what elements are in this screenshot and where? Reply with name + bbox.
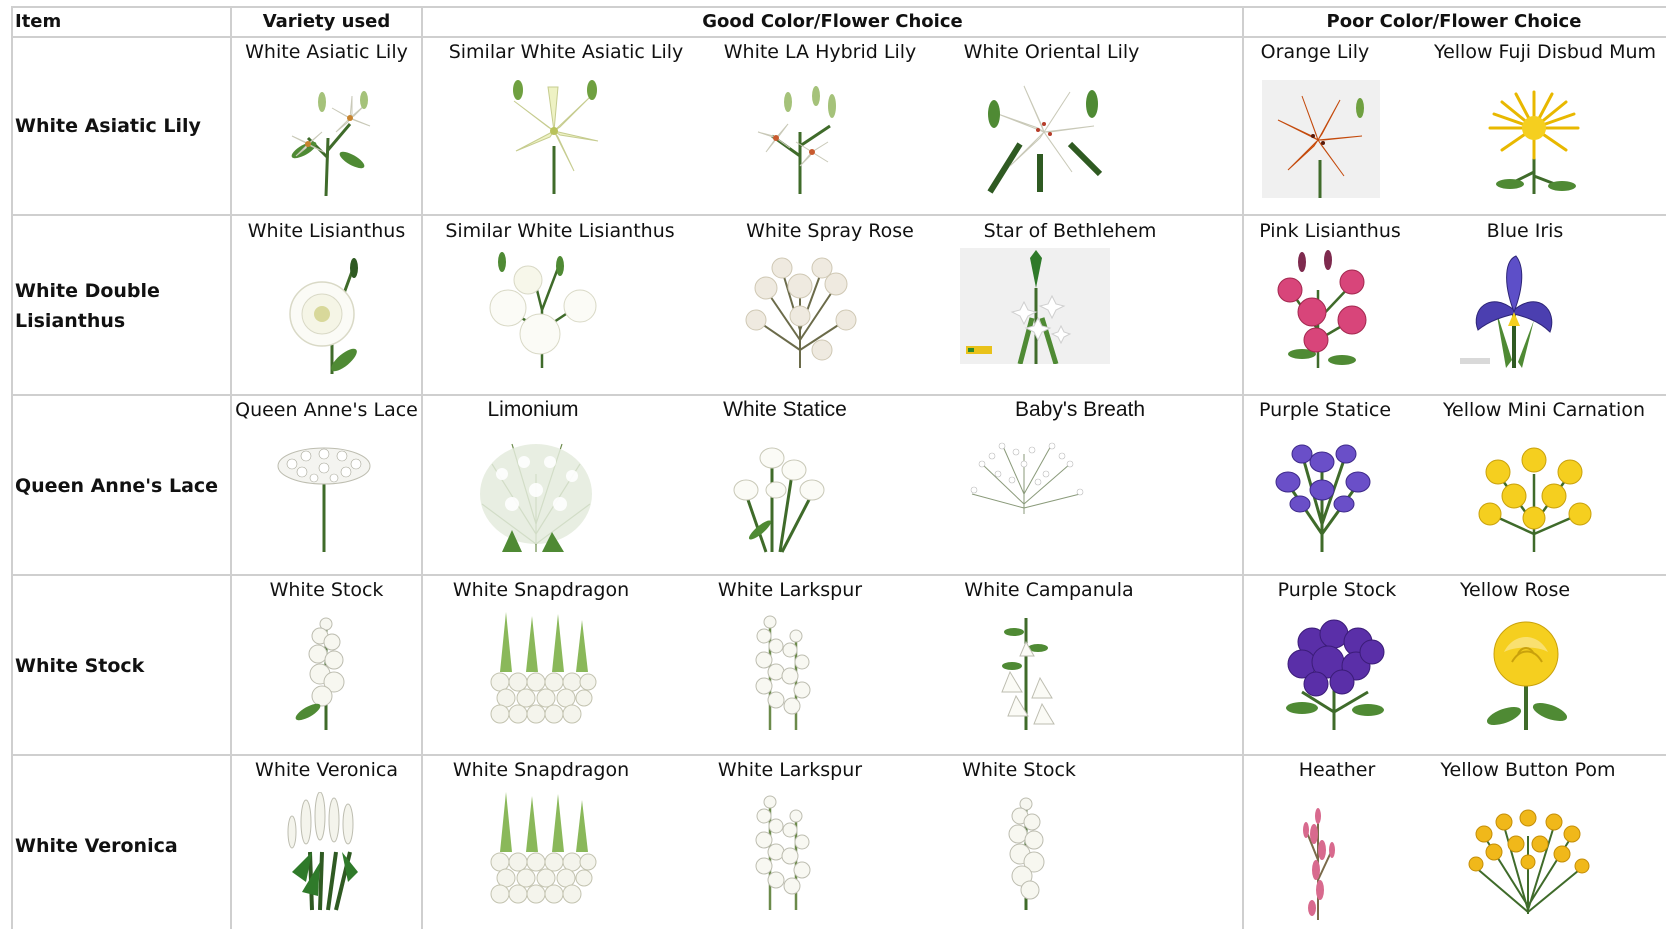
variety-label: Yellow Mini Carnation <box>1442 399 1646 421</box>
variety-label: White Stock <box>962 759 1076 781</box>
yellow-carnation-icon <box>1470 434 1600 554</box>
grid-line <box>11 36 1666 38</box>
variety-label: Blue Iris <box>1486 220 1564 242</box>
babys-breath-icon <box>962 434 1092 554</box>
yellow-rose-icon <box>1464 612 1594 732</box>
header-good-choice: Good Color/Flower Choice <box>702 11 963 32</box>
queen-annes-lace-icon <box>262 434 392 554</box>
variety-label: Orange Lily <box>1260 41 1370 63</box>
white-lisianthus-icon <box>262 256 392 376</box>
white-spray-rose-icon <box>736 250 866 370</box>
white-snapdragon-icon <box>476 612 606 732</box>
variety-label: White Larkspur <box>717 759 863 781</box>
variety-label: Baby's Breath <box>1014 398 1146 421</box>
variety-label: White Snapdragon <box>452 759 630 781</box>
grid-line <box>11 754 1666 756</box>
white-larkspur-icon <box>720 612 850 732</box>
blue-iris-icon <box>1450 250 1580 370</box>
variety-label: Star of Bethlehem <box>983 220 1157 242</box>
grid-line <box>11 214 1666 216</box>
row-item-label: White Stock <box>15 655 145 677</box>
orange-lily-icon <box>1262 80 1380 198</box>
variety-label: White LA Hybrid Lily <box>723 41 917 63</box>
white-campanula-icon <box>962 612 1092 732</box>
row-item-label: White Double Lisianthus <box>15 280 160 332</box>
variety-label: Similar White Asiatic Lily <box>448 41 684 63</box>
row-item-label: White Veronica <box>15 835 178 857</box>
white-veronica-icon <box>262 792 392 912</box>
grid-line <box>11 574 1666 576</box>
grid-line <box>230 6 232 929</box>
purple-stock-icon <box>1272 612 1402 732</box>
variety-label: White Lisianthus <box>247 220 406 242</box>
variety-label: White Spray Rose <box>746 220 914 242</box>
variety-label: Similar White Lisianthus <box>445 220 675 242</box>
heather-icon <box>1262 800 1392 920</box>
grid-line <box>11 394 1666 396</box>
grid-line <box>11 6 13 929</box>
white-stock-icon <box>262 612 392 732</box>
variety-label: White Asiatic Lily <box>245 41 408 63</box>
grid-line <box>421 6 423 929</box>
variety-label: Purple Statice <box>1258 399 1392 421</box>
yellow-fuji-mum-icon <box>1470 76 1600 196</box>
header-variety-used: Variety used <box>262 11 391 32</box>
variety-label: Queen Anne's Lace <box>235 399 418 421</box>
variety-label: White Campanula <box>964 579 1134 601</box>
white-snapdragon-icon <box>476 792 606 912</box>
variety-label: White Snapdragon <box>452 579 630 601</box>
variety-label: Pink Lisianthus <box>1259 220 1401 242</box>
white-oriental-lily-icon <box>980 74 1110 194</box>
grid-line <box>1242 6 1244 929</box>
purple-statice-icon <box>1262 434 1392 554</box>
variety-label: Heather <box>1298 759 1376 781</box>
limonium-icon <box>472 434 602 554</box>
row-item-label: White Asiatic Lily <box>15 115 201 137</box>
white-lily-icon <box>736 76 866 196</box>
yellow-button-pom-icon <box>1464 796 1594 916</box>
variety-label: White Oriental Lily <box>963 41 1140 63</box>
header-item: Item <box>15 11 62 32</box>
white-lily-icon <box>264 78 394 198</box>
white-statice-icon <box>716 434 846 554</box>
variety-label: White Larkspur <box>717 579 863 601</box>
variety-label: Purple Stock <box>1277 579 1397 601</box>
star-of-bethlehem-icon <box>960 248 1110 364</box>
variety-label: White Stock <box>269 579 384 601</box>
variety-label: Yellow Fuji Disbud Mum <box>1434 41 1657 63</box>
variety-label: White Veronica <box>255 759 398 781</box>
variety-label: White Statice <box>723 398 847 421</box>
variety-label: Yellow Rose <box>1459 579 1571 601</box>
white-larkspur-icon <box>720 792 850 912</box>
row-item-label: Queen Anne's Lace <box>15 475 219 497</box>
cream-lily-icon <box>488 76 618 196</box>
variety-label: Yellow Button Pom <box>1440 759 1616 781</box>
header-poor-choice: Poor Color/Flower Choice <box>1326 11 1582 32</box>
pink-lisianthus-icon <box>1262 250 1392 370</box>
white-lisianthus-icon <box>478 250 608 370</box>
white-stock-icon <box>962 792 1092 912</box>
variety-label: Limonium <box>487 398 579 421</box>
